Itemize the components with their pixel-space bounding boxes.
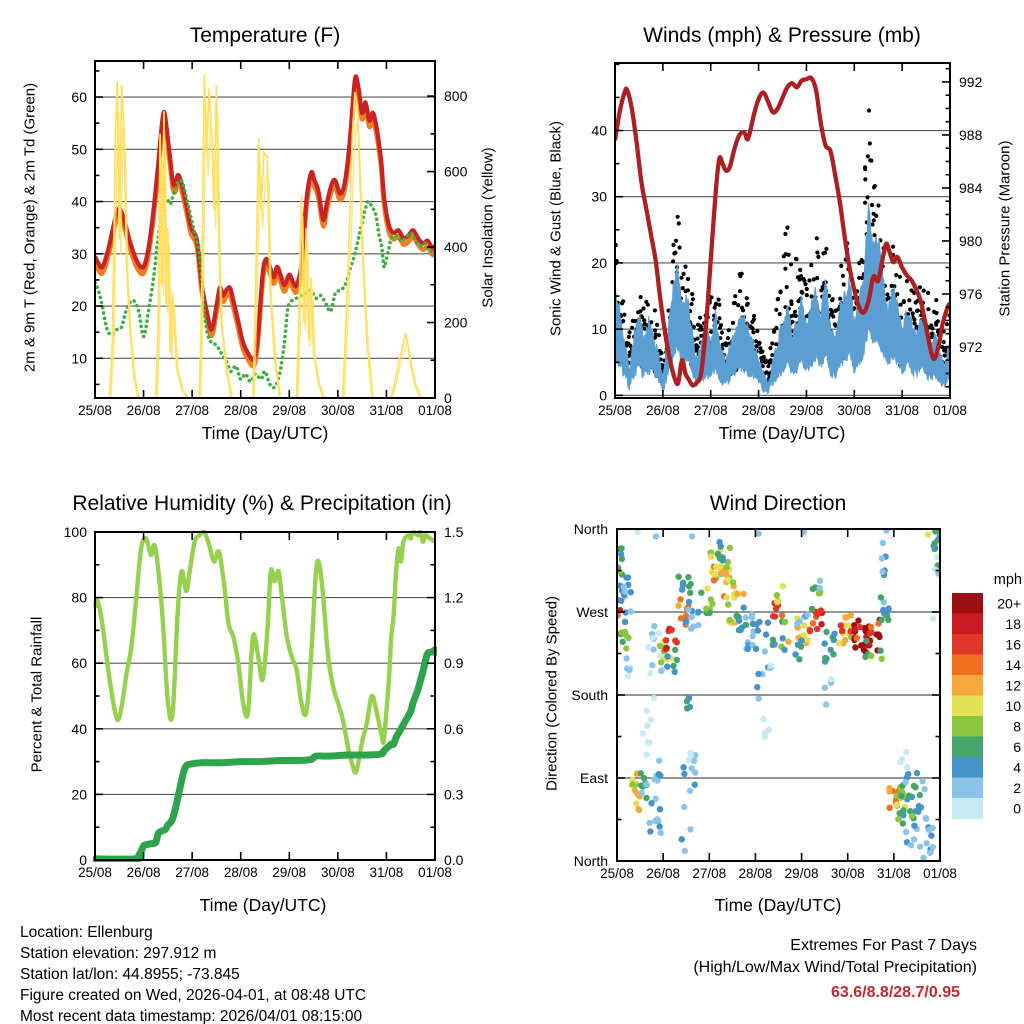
svg-text:400: 400 xyxy=(444,239,468,256)
svg-text:20: 20 xyxy=(71,786,87,803)
svg-text:0: 0 xyxy=(444,390,452,406)
series-solar xyxy=(95,74,435,399)
sonic-wind-band xyxy=(615,203,950,394)
svg-text:28/08: 28/08 xyxy=(223,865,258,880)
svg-text:4: 4 xyxy=(1013,759,1021,776)
svg-text:0: 0 xyxy=(599,387,607,404)
series-humidity xyxy=(95,532,435,773)
humidity-xaxis-label: Time (Day/UTC) xyxy=(199,895,327,915)
svg-text:27/08: 27/08 xyxy=(175,403,210,418)
station-location: Location: Ellenburg xyxy=(20,924,153,941)
svg-text:0: 0 xyxy=(1013,800,1021,817)
svg-text:100: 100 xyxy=(63,524,87,540)
svg-text:14: 14 xyxy=(1005,656,1021,673)
temperature-chart-title: Temperature (F) xyxy=(189,24,341,47)
svg-text:16: 16 xyxy=(1005,636,1021,653)
winds-yaxis-right-label: Station Pressure (Maroon) xyxy=(996,140,1014,317)
extremes-title: Extremes For Past 7 Days xyxy=(790,937,977,954)
svg-text:31/08: 31/08 xyxy=(876,866,911,881)
temperature-yaxis-right-label: Solar Insolation (Yellow) xyxy=(479,147,497,308)
humidity-precip-chart xyxy=(64,524,464,880)
svg-text:29/08: 29/08 xyxy=(789,403,824,418)
svg-text:980: 980 xyxy=(959,232,983,249)
svg-text:31/08: 31/08 xyxy=(369,865,404,880)
svg-text:12: 12 xyxy=(1005,677,1021,694)
svg-text:31/08: 31/08 xyxy=(369,403,404,418)
svg-text:01/08: 01/08 xyxy=(418,865,452,880)
colorbar-title: mph xyxy=(993,572,1022,588)
svg-text:1.5: 1.5 xyxy=(444,524,464,540)
temperature-chart xyxy=(71,61,467,418)
svg-text:26/08: 26/08 xyxy=(126,865,161,880)
svg-text:0.6: 0.6 xyxy=(444,720,464,737)
svg-text:20: 20 xyxy=(591,254,607,271)
winds-yaxis-left-label: Sonic Wind & Gust (Blue, Black) xyxy=(547,120,565,337)
svg-text:60: 60 xyxy=(71,655,87,672)
temperature-xaxis-label: Time (Day/UTC) xyxy=(201,423,329,443)
svg-text:North: North xyxy=(573,853,608,869)
svg-text:East: East xyxy=(579,770,608,786)
svg-text:988: 988 xyxy=(959,126,983,143)
direction-yaxis-left-label: Direction (Colored By Speed) xyxy=(543,595,561,792)
series-rainfall xyxy=(95,651,435,859)
svg-text:01/08: 01/08 xyxy=(418,403,452,418)
svg-text:30/08: 30/08 xyxy=(830,866,865,881)
svg-text:25/08: 25/08 xyxy=(600,866,634,881)
svg-text:27/08: 27/08 xyxy=(692,866,727,881)
series-9m-temp xyxy=(95,83,435,367)
svg-text:25/08: 25/08 xyxy=(78,865,112,880)
svg-text:800: 800 xyxy=(444,88,468,105)
svg-text:20: 20 xyxy=(71,298,87,315)
svg-text:18: 18 xyxy=(1005,615,1021,632)
svg-text:27/08: 27/08 xyxy=(175,865,210,880)
svg-text:80: 80 xyxy=(71,589,87,606)
svg-text:26/08: 26/08 xyxy=(126,403,161,418)
temperature-yaxis-left-label: 2m & 9m T (Red, Orange) & 2m Td (Green) xyxy=(21,82,39,373)
svg-text:South: South xyxy=(571,687,608,703)
svg-text:10: 10 xyxy=(591,321,607,338)
svg-text:2: 2 xyxy=(1013,779,1021,796)
svg-text:600: 600 xyxy=(444,163,468,180)
svg-text:0.3: 0.3 xyxy=(444,786,464,803)
svg-text:10: 10 xyxy=(71,350,87,367)
wind-direction-dots xyxy=(615,527,944,861)
svg-text:31/08: 31/08 xyxy=(885,403,920,418)
svg-text:29/08: 29/08 xyxy=(784,866,819,881)
svg-text:40: 40 xyxy=(71,193,87,210)
svg-text:0: 0 xyxy=(79,852,87,868)
svg-text:60: 60 xyxy=(71,89,87,106)
svg-text:6: 6 xyxy=(1013,738,1021,755)
speed-colorbar xyxy=(952,593,1021,819)
svg-text:976: 976 xyxy=(959,285,983,302)
svg-text:1.2: 1.2 xyxy=(444,589,464,606)
humidity-chart-title: Relative Humidity (%) & Precipitation (in) xyxy=(72,492,452,515)
svg-text:28/08: 28/08 xyxy=(738,866,773,881)
winds-pressure-chart xyxy=(591,63,982,418)
svg-text:50: 50 xyxy=(71,141,87,158)
svg-text:30: 30 xyxy=(591,188,607,205)
winds-xaxis-label: Time (Day/UTC) xyxy=(718,423,846,443)
humidity-yaxis-left-label: Percent & Total Rainfall xyxy=(28,616,46,773)
svg-text:West: West xyxy=(576,604,608,620)
svg-text:26/08: 26/08 xyxy=(645,403,680,418)
svg-text:992: 992 xyxy=(959,73,983,90)
extremes-values: 63.6/8.8/28.7/0.95 xyxy=(831,984,960,1001)
winds-chart-title: Winds (mph) & Pressure (mb) xyxy=(643,24,921,47)
svg-text:28/08: 28/08 xyxy=(741,403,776,418)
svg-text:01/08: 01/08 xyxy=(923,866,957,881)
svg-text:0.9: 0.9 xyxy=(444,655,464,672)
svg-text:North: North xyxy=(573,521,608,537)
svg-text:28/08: 28/08 xyxy=(223,403,258,418)
svg-text:30/08: 30/08 xyxy=(320,403,355,418)
svg-text:01/08: 01/08 xyxy=(933,403,967,418)
svg-text:10: 10 xyxy=(1005,697,1021,714)
svg-text:29/08: 29/08 xyxy=(272,403,307,418)
svg-text:972: 972 xyxy=(959,338,983,355)
station-latlon: Station lat/lon: 44.8955; -73.845 xyxy=(20,966,240,983)
svg-text:25/08: 25/08 xyxy=(598,403,632,418)
recent-timestamp: Most recent data timestamp: 2026/04/01 08:15:00 xyxy=(20,1008,363,1024)
direction-xaxis-label: Time (Day/UTC) xyxy=(714,895,842,915)
svg-text:30: 30 xyxy=(71,245,87,262)
station-elevation: Station elevation: 297.912 m xyxy=(20,945,217,962)
svg-text:200: 200 xyxy=(444,314,468,331)
svg-text:0.0: 0.0 xyxy=(444,852,464,868)
station-info xyxy=(20,922,366,1024)
svg-text:40: 40 xyxy=(71,720,87,737)
svg-text:29/08: 29/08 xyxy=(272,865,307,880)
figure-created: Figure created on Wed, 2026-04-01, at 08:48 UTC xyxy=(20,987,367,1004)
svg-text:30/08: 30/08 xyxy=(320,865,355,880)
svg-text:25/08: 25/08 xyxy=(78,403,112,418)
svg-text:30/08: 30/08 xyxy=(837,403,872,418)
svg-text:26/08: 26/08 xyxy=(646,866,681,881)
svg-text:27/08: 27/08 xyxy=(693,403,728,418)
wind-direction-chart xyxy=(571,521,1021,881)
svg-text:8: 8 xyxy=(1013,718,1021,735)
direction-chart-title: Wind Direction xyxy=(709,492,847,515)
extremes-subtitle: (High/Low/Max Wind/Total Precipitation) xyxy=(693,959,977,976)
svg-text:20+: 20+ xyxy=(997,595,1021,612)
svg-text:40: 40 xyxy=(591,122,607,139)
svg-text:984: 984 xyxy=(959,179,983,196)
